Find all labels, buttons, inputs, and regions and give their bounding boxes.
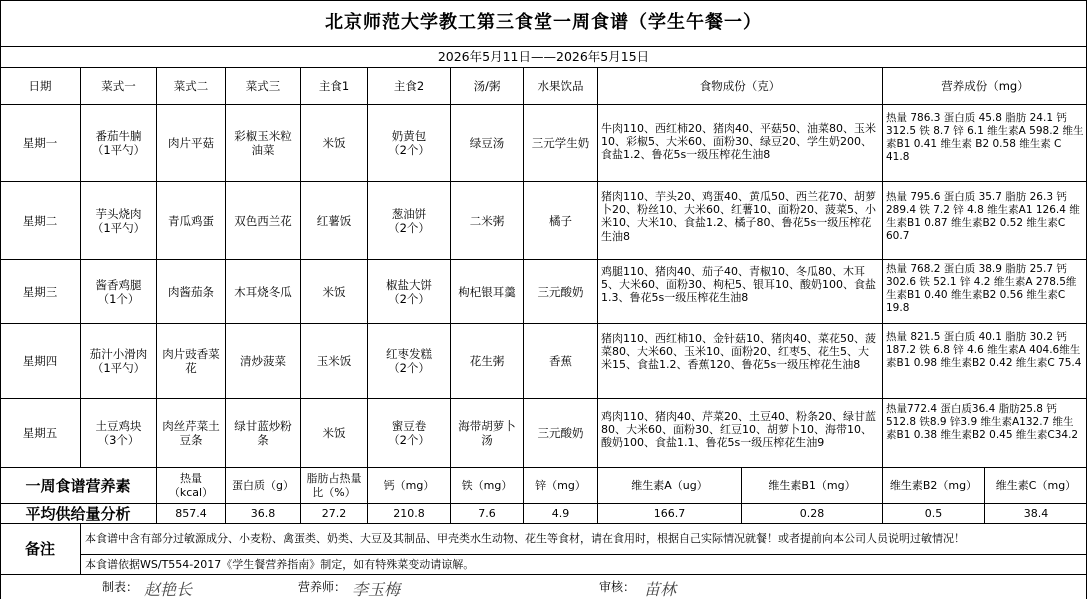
soup: 海带胡萝卜 汤 bbox=[458, 419, 516, 447]
reviewer-label: 审核： bbox=[599, 580, 636, 594]
header-dish2: 菜式二 bbox=[173, 79, 209, 93]
notes-label: 备注 bbox=[24, 540, 55, 558]
day-label: 星期一 bbox=[22, 136, 58, 150]
header-staple1: 主食1 bbox=[318, 79, 350, 93]
day-label: 星期五 bbox=[22, 426, 58, 440]
avg-kcal: 857.4 bbox=[175, 506, 207, 520]
nutrition: 热量 821.5 蛋白质 40.1 脂肪 30.2 钙 187.2 铁 6.8 锌 4.6 维生素A 404.6维生素B1 0.98 维生素B2 0.42 维生素C 75.4 bbox=[886, 331, 1082, 369]
dish3: 双色西兰花 bbox=[234, 213, 292, 228]
dish1: 土豆鸡块 （3个） bbox=[95, 419, 142, 447]
dish3: 彩椒玉米粒 油菜 bbox=[234, 129, 292, 157]
avg-fe: 7.6 bbox=[478, 506, 496, 520]
header-fruit: 水果饮品 bbox=[537, 79, 584, 93]
rule bbox=[450, 67, 451, 523]
header-staple2: 主食2 bbox=[393, 79, 425, 93]
staple2: 红枣发糕 （2个） bbox=[386, 347, 432, 375]
ingredients: 鸡肉110、猪肉40、芹菜20、土豆40、粉条20、绿甘蓝80、大米60、面粉30、红豆10、胡萝卜10、海带10、酸奶100、食盐1.1、鲁花5s一级压榨花生油9 bbox=[601, 410, 876, 450]
day-label: 星期四 bbox=[22, 354, 58, 368]
weekly-col-vb2: 维生素B2（mg） bbox=[889, 478, 978, 492]
rule bbox=[0, 181, 1087, 182]
avg-zn: 4.9 bbox=[551, 506, 570, 520]
weekly-col-vc: 维生素C（mg） bbox=[995, 478, 1077, 492]
dish2: 肉片平菇 bbox=[168, 136, 214, 150]
nutrition: 热量 795.6 蛋白质 35.7 脂肪 26.3 钙 289.4 铁 7.2 锌 4.8 维生素A1 126.4 维生素B1 0.87 维生素B2 0.52 维生素C 60.7 bbox=[886, 191, 1080, 242]
dish1: 茄汁小滑肉 （1平勺） bbox=[89, 347, 148, 375]
day-label: 星期二 bbox=[22, 213, 58, 228]
fruit: 橘子 bbox=[549, 213, 572, 228]
rule bbox=[0, 0, 1, 599]
rule bbox=[0, 0, 1087, 1]
nutrition: 热量 786.3 蛋白质 45.8 脂肪 24.1 钙 312.5 铁 8.7 锌 6.1 维生素A 598.2 维生素B1 0.41 维生素 B2 0.58 维生素 C 41.8 bbox=[886, 112, 1084, 163]
dish1: 番茄牛腩 （1平勺） bbox=[91, 129, 146, 157]
weekly-col-zn: 锌（mg） bbox=[535, 478, 586, 492]
avg-vb2: 0.5 bbox=[924, 506, 943, 520]
nutrition: 热量 768.2 蛋白质 38.9 脂肪 25.7 钙 302.6 铁 52.1 锌 4.2 维生素A 278.5维生素B1 0.40 维生素B2 0.56 维生素C 19.8 bbox=[886, 263, 1077, 314]
fruit: 香蕉 bbox=[549, 354, 572, 368]
rule bbox=[0, 323, 1087, 324]
staple2: 蜜豆卷 （2个） bbox=[388, 419, 430, 447]
ingredients: 牛肉110、西红柿20、猪肉40、平菇50、油菜80、玉米10、彩椒5、大米60、面粉30、绿豆20、学生奶200、食盐1.2、鲁花5s一级压榨花生油8 bbox=[601, 122, 876, 162]
notes-line2: 本食谱依据WS/T554-2017《学生餐营养指南》制定，如有特殊菜变动请谅解。 bbox=[85, 557, 475, 571]
dish2: 肉酱茄条 bbox=[168, 284, 214, 299]
weekly-col-fe: 铁（mg） bbox=[461, 478, 513, 492]
fruit: 三元酸奶 bbox=[537, 284, 584, 299]
header-soup: 汤/粥 bbox=[473, 79, 501, 93]
rule bbox=[80, 67, 81, 467]
rule bbox=[0, 503, 1087, 504]
dish2: 肉丝芹菜土 豆条 bbox=[162, 419, 220, 447]
avg-protein: 36.8 bbox=[250, 506, 276, 520]
nutritionist-label: 营养师： bbox=[298, 580, 347, 594]
rule bbox=[984, 467, 985, 523]
rule bbox=[0, 259, 1087, 260]
dish3: 绿甘蓝炒粉 条 bbox=[234, 419, 292, 447]
soup: 绿豆汤 bbox=[469, 136, 505, 150]
rule bbox=[225, 67, 226, 523]
staple2: 葱油饼 （2个） bbox=[388, 206, 430, 235]
avg-fat: 27.2 bbox=[321, 506, 347, 520]
dish1: 芋头烧肉 （1平勺） bbox=[91, 206, 146, 235]
soup: 枸杞银耳羹 bbox=[458, 284, 516, 299]
rule bbox=[0, 398, 1087, 399]
staple1: 米饭 bbox=[322, 284, 346, 299]
weekly-col-va: 维生素A（ug） bbox=[631, 478, 708, 492]
ingredients: 鸡腿110、猪肉40、茄子40、青椒10、冬瓜80、木耳5、大米60、面粉30、枸杞5、银耳10、酸奶100、食盐1.3、鲁花5s一级压榨花生油8 bbox=[601, 265, 876, 305]
nutritionist-signature: 李玉梅 bbox=[352, 580, 401, 599]
header-date: 日期 bbox=[28, 79, 52, 93]
staple1: 米饭 bbox=[322, 136, 346, 150]
ingredients: 猪肉110、西红柿10、金针菇10、猪肉40、菜花50、菠菜80、大米60、玉米10、面粉20、红枣5、花生5、大米15、食盐1.2、香蕉120、鲁花5s一级压榨花生油8 bbox=[601, 332, 876, 372]
soup: 二米粥 bbox=[469, 213, 505, 228]
notes-line1: 本食谱中含有部分过敏源成分、小麦粉、禽蛋类、奶类、大豆及其制品、甲壳类水生动物、花生等食材，请在食用时，根据自己实际情况就餐！或者提前向本公司人员说明过敏情况！ bbox=[85, 532, 965, 546]
rule bbox=[300, 67, 301, 523]
header-nutrition: 营养成份（mg） bbox=[941, 79, 1029, 93]
avg-vb1: 0.28 bbox=[799, 506, 825, 520]
header-ingredients: 食物成份（克） bbox=[699, 79, 781, 93]
dish2: 肉片豉香菜 花 bbox=[162, 347, 220, 375]
fruit: 三元酸奶 bbox=[537, 426, 584, 440]
rule bbox=[0, 574, 1087, 575]
rule bbox=[80, 554, 1087, 555]
staple1: 红薯饭 bbox=[316, 213, 352, 228]
header-dish1: 菜式一 bbox=[101, 79, 136, 93]
ingredients: 猪肉110、芋头20、鸡蛋40、黄瓜50、西兰花70、胡萝卜20、粉丝10、大米60、红薯10、面粉20、菠菜5、小米10、大米10、食盐1.2、橘子80、鲁花5s一级压榨花生油8 bbox=[601, 190, 876, 243]
weekly-col-protein: 蛋白质（g） bbox=[232, 478, 294, 492]
rule bbox=[597, 67, 598, 523]
avg-va: 166.7 bbox=[653, 506, 686, 520]
rule bbox=[523, 67, 524, 523]
dish1: 酱香鸡腿 （1个） bbox=[95, 277, 142, 306]
rule bbox=[0, 523, 1087, 524]
staple2: 椒盐大饼 （2个） bbox=[386, 277, 432, 306]
rule bbox=[0, 67, 1087, 68]
header-dish3: 菜式三 bbox=[245, 79, 281, 93]
dish3: 木耳烧冬瓜 bbox=[234, 284, 292, 299]
nutrition: 热量772.4 蛋白质36.4 脂肪25.8 钙512.8 铁8.9 锌3.9 维生素A132.7 维生素B1 0.38 维生素B2 0.45 维生素C34.2 bbox=[886, 403, 1079, 441]
soup: 花生粥 bbox=[469, 354, 505, 368]
rule bbox=[882, 67, 883, 523]
maker-signature: 赵艳长 bbox=[144, 580, 193, 599]
dish2: 青瓜鸡蛋 bbox=[168, 213, 214, 228]
weekly-col-fat: 脂肪占热量 比（%） bbox=[306, 472, 362, 499]
rule bbox=[0, 104, 1087, 105]
weekly-col-ca: 钙（mg） bbox=[383, 478, 435, 492]
date-range: 2026年5月11日——2026年5月15日 bbox=[437, 49, 650, 64]
rule bbox=[156, 67, 157, 523]
avg-vc: 38.4 bbox=[1023, 506, 1049, 520]
staple1: 玉米饭 bbox=[316, 354, 352, 368]
staple2: 奶黄包 （2个） bbox=[388, 129, 430, 157]
avg-label: 平均供给量分析 bbox=[25, 504, 131, 523]
weekly-label: 一周食谱营养素 bbox=[25, 476, 131, 495]
fruit: 三元学生奶 bbox=[531, 136, 590, 150]
weekly-col-kcal: 热量 （kcal） bbox=[168, 472, 214, 499]
reviewer-signature: 苗林 bbox=[644, 580, 677, 599]
rule bbox=[0, 467, 1087, 468]
rule bbox=[741, 467, 742, 523]
rule bbox=[367, 67, 368, 523]
rule bbox=[0, 46, 1087, 47]
avg-ca: 210.8 bbox=[393, 506, 425, 520]
page-title: 北京师范大学教工第三食堂一周食谱（学生午餐一） bbox=[325, 12, 762, 33]
weekly-col-vb1: 维生素B1（mg） bbox=[768, 478, 856, 492]
dish3: 清炒菠菜 bbox=[240, 354, 286, 368]
rule bbox=[80, 523, 81, 574]
maker-label: 制表： bbox=[102, 580, 139, 594]
staple1: 米饭 bbox=[322, 426, 346, 440]
day-label: 星期三 bbox=[22, 284, 58, 299]
